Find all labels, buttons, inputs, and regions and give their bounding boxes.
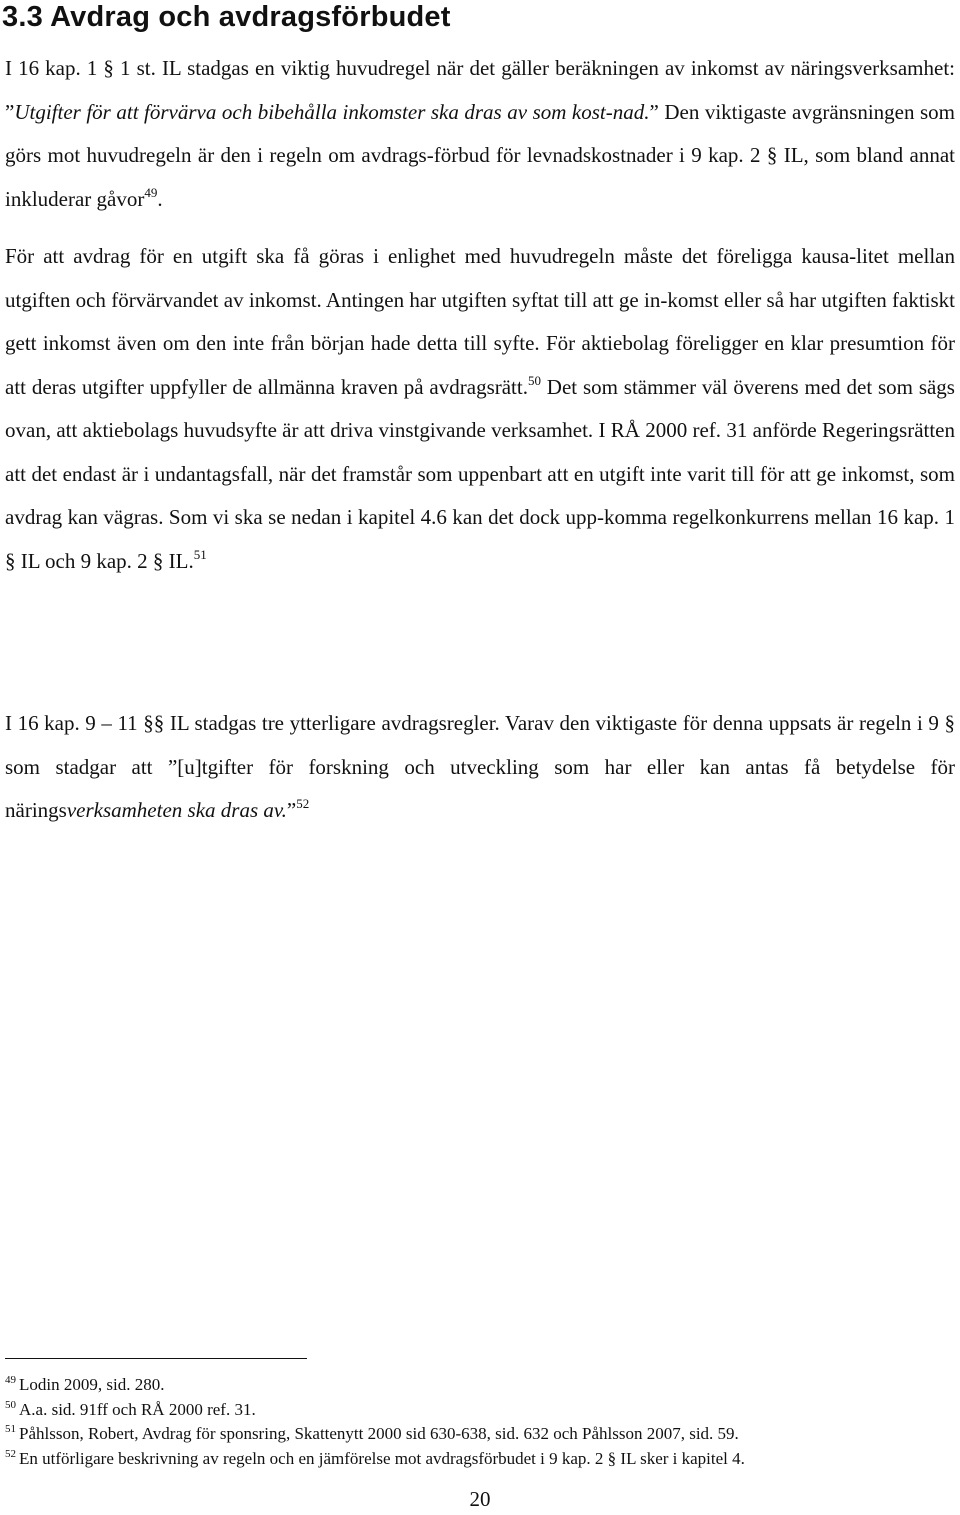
footnote-number: 49 [5, 1374, 16, 1386]
paragraph-text: ” Den viktigaste avgränsningen som görs mot huvudregeln är den i regeln om avdrags-förbud för levnadskostnader i 9 kap. 2 § IL, som bland annat inkluderar gåvor [5, 99, 955, 211]
footnote-item [5, 1398, 955, 1423]
paragraph-main-rule [5, 47, 955, 221]
footnote-ref-49[interactable]: 49 [144, 184, 158, 200]
footnote-text: En utförligare beskrivning av regeln och en jämförelse mot avdragsförbudet i 9 kap. 2 § IL sker i kapitel 4. [19, 1448, 745, 1468]
footnote-divider [5, 1358, 307, 1359]
footnote-text: A.a. sid. 91ff och RÅ 2000 ref. 31. [19, 1399, 256, 1419]
quoted-rule-text: Utgifter för att förvärva och bibehålla inkomster ska dras av som kost-nad. [14, 99, 650, 124]
paragraph-additional-rules [5, 702, 955, 833]
footnote-ref-52[interactable]: 52 [296, 796, 310, 811]
paragraph-text: . [157, 186, 163, 211]
footnote-number: 51 [5, 1423, 16, 1435]
footnote-number: 50 [5, 1398, 16, 1411]
footnote-text: Lodin 2009, sid. 280. [19, 1375, 165, 1394]
footnote-text: Påhlsson, Robert, Avdrag för sponsring, Skattenytt 2000 sid 630-638, sid. 632 och Påhlsson 2007, sid. 59. [19, 1424, 739, 1443]
paragraph-text: I 16 kap. 1 § 1 st. IL stadgas en viktig huvudregel när det gäller beräkningen av inkomst av näringsverksamhet: ” [5, 56, 955, 124]
paragraph-causality [5, 235, 955, 583]
page-number: 20 [469, 1487, 491, 1511]
footnote-ref-51[interactable]: 51 [193, 546, 207, 562]
paragraph-text: I 16 kap. 9 – 11 §§ IL stadgas tre ytterligare avdragsregler. Varav den viktigaste för denna uppsats är regeln i 9 § som stadgar att ”[u]tgifter för forskning och utveckling som har eller kan antas få betydelse för närings [5, 711, 955, 822]
footnote-ref-50[interactable]: 50 [527, 372, 541, 388]
paragraph-text: För att avdrag för en utgift ska få göras i enlighet med huvudregeln måste det föreligga kausa-litet mellan utgiften och förvärvandet av inkomst. Antingen har utgiften syftat till att ge in-komst eller så har utgiften faktiskt gett inkomst även om den inte från början hade detta till syfte. För aktiebolag föreligger en klar presumtion för att deras utgifter uppfyller de allmänna kraven på avdragsrätt. [5, 244, 955, 399]
footnote-number: 52 [5, 1447, 16, 1460]
paragraph-text: ” [286, 798, 297, 822]
section-heading: 3.3 Avdrag och avdragsförbudet [2, 1, 451, 33]
quoted-rule-text: verksamheten ska dras av. [66, 798, 287, 822]
footnote-item [5, 1422, 955, 1447]
footnotes-list [5, 1373, 955, 1471]
footnote-item [5, 1447, 955, 1472]
footnote-item [5, 1373, 955, 1398]
paragraph-text: Det som stämmer väl överens med det som sägs ovan, att aktiebolags huvudsyfte är att driva vinstgivande verksamhet. I RÅ 2000 ref. 31 anförde Regeringsrätten att det endast är i undantagsfall, när det framstår som uppenbart att en utgift inte varit till för att ge inkomst, som avdrag kan vägras. Som vi ska se nedan i kapitel 4.6 kan det dock upp-komma regelkonkurrens mellan 16 kap. 1 § IL och 9 kap. 2 § IL. [5, 374, 955, 573]
